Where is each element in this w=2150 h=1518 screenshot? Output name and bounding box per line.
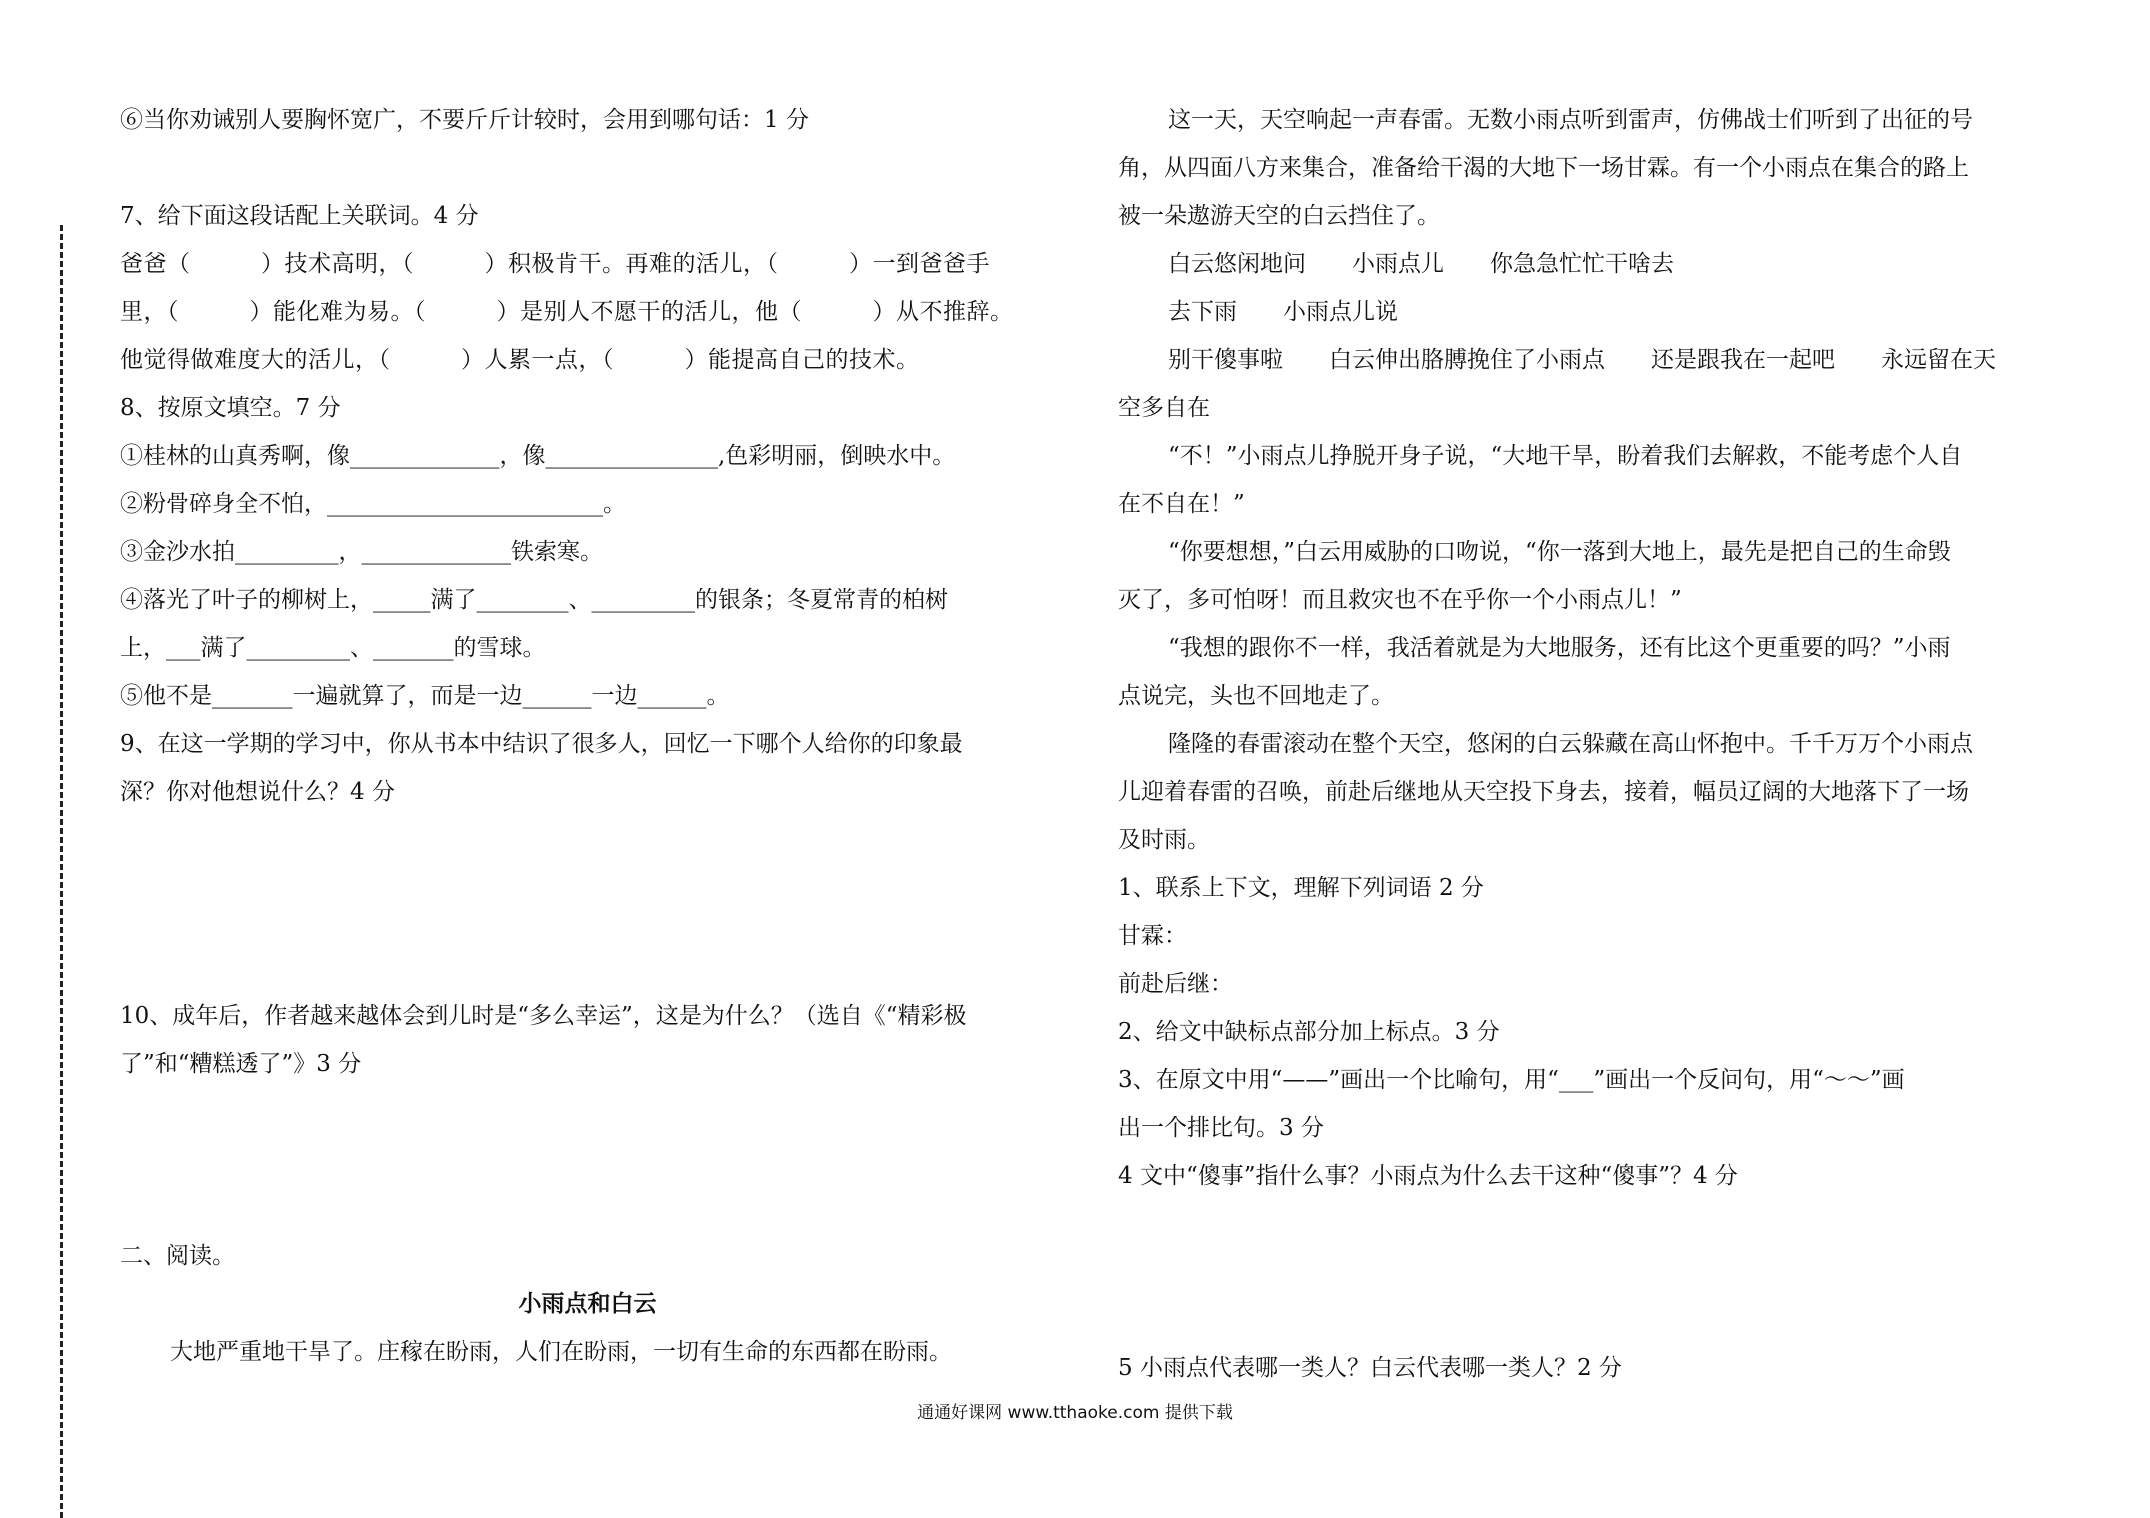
story-paragraph-7a: “我想的跟你不一样，我活着就是为大地服务，还有比这个更重要的吗？”小雨 [1168, 635, 1951, 661]
reading-question-3b: 出一个排比句。3 分 [1118, 1115, 1324, 1141]
reading-question-5: 5 小雨点代表哪一类人？白云代表哪一类人？2 分 [1118, 1355, 1622, 1381]
reading-question-3a: 3、在原文中用“——”画出一个比喻句，用“___”画出一个反问句，用“～～”画 [1118, 1067, 1905, 1093]
story-dialogue-3a: 别干傻事啦 白云伸出胳膊挽住了小雨点 还是跟我在一起吧 永远留在天 [1168, 347, 1996, 373]
question-7-line-3: 他觉得做难度大的活儿，（ ）人累一点，（ ）能提高自己的技术。 [120, 347, 920, 373]
right-column [1118, 96, 2053, 1392]
question-9-line-2: 深？你对他想说什么？4 分 [120, 779, 395, 805]
story-paragraph-6a: “你要想想，”白云用威胁的口吻说，“你一落到大地上，最先是把自己的生命毁 [1168, 539, 1951, 565]
story-paragraph-7b: 点说完，头也不回地走了。 [1118, 683, 1394, 709]
story-paragraph-2c: 被一朵遨游天空的白云挡住了。 [1118, 203, 1440, 229]
left-column [120, 96, 1055, 1376]
question-10-line-2: 了”和“糟糕透了”》3 分 [120, 1051, 362, 1077]
reading-question-1: 1、联系上下文，理解下列词语 2 分 [1118, 875, 1484, 901]
story-paragraph-8c: 及时雨。 [1118, 827, 1210, 853]
section-2-heading: 二、阅读。 [120, 1243, 235, 1269]
story-paragraph-8a: 隆隆的春雷滚动在整个天空，悠闲的白云躲藏在高山怀抱中。千千万万个小雨点 [1168, 731, 1973, 757]
footer-source: 通通好课网 www.tthaoke.com 提供下载 [917, 1403, 1233, 1423]
story-paragraph-6b: 灭了，多可怕呀！而且救灾也不在乎你一个小雨点儿！” [1118, 587, 1682, 613]
question-8-item-4a: ④落光了叶子的柳树上，_____满了________、_________的银条；冬夏常青的柏树 [120, 587, 948, 613]
question-8-item-5: ⑤他不是_______一遍就算了，而是一边______一边______。 [120, 683, 730, 709]
story-paragraph-1: 大地严重地干旱了。庄稼在盼雨，人们在盼雨，一切有生命的东西都在盼雨。 [170, 1339, 952, 1365]
question-7-line-1: 爸爸（ ）技术高明，（ ）积极肯干。再难的活儿，（ ）一到爸爸手 [120, 251, 990, 277]
question-9-line-1: 9、在这一学期的学习中，你从书本中结识了很多人，回忆一下哪个人给你的印象最 [120, 731, 963, 757]
question-8-item-4b: 上，___满了_________、_______的雪球。 [120, 635, 546, 661]
binding-dashed-line [60, 225, 63, 1518]
story-paragraph-8b: 儿迎着春雷的召唤，前赴后继地从天空投下身去，接着，幅员辽阔的大地落下了一场 [1118, 779, 1969, 805]
question-10-line-1: 10、成年后，作者越来越体会到儿时是“多么幸运”，这是为什么？（选自《“精彩极 [120, 1003, 967, 1029]
question-7-line-2: 里，（ ）能化难为易。（ ）是别人不愿干的活儿，他（ ）从不推辞。 [120, 299, 1014, 325]
story-dialogue-2: 去下雨 小雨点儿说 [1168, 299, 1398, 325]
reading-question-4: 4 文中“傻事”指什么事？小雨点为什么去干这种“傻事”？4 分 [1118, 1163, 1738, 1189]
question-8-title: 8、按原文填空。7 分 [120, 395, 341, 421]
question-8-item-1: ①桂林的山真秀啊，像_____________，像_______________,色彩明丽，倒映水中。 [120, 443, 956, 469]
story-dialogue-1: 白云悠闲地问 小雨点儿 你急急忙忙干啥去 [1168, 251, 1674, 277]
story-paragraph-2a: 这一天，天空响起一声春雷。无数小雨点听到雷声，仿佛战士们听到了出征的号 [1168, 107, 1973, 133]
question-8-item-2: ②粉骨碎身全不怕，________________________。 [120, 491, 626, 517]
reading-question-2: 2、给文中缺标点部分加上标点。3 分 [1118, 1019, 1500, 1045]
story-paragraph-5a: “不！”小雨点儿挣脱开身子说，“大地干旱，盼着我们去解救，不能考虑个人自 [1168, 443, 1963, 469]
reading-question-1b: 前赴后继： [1118, 971, 1233, 997]
question-6: ⑥当你劝诫别人要胸怀宽广，不要斤斤计较时，会用到哪句话：1 分 [120, 107, 809, 133]
question-7-title: 7、给下面这段话配上关联词。4 分 [120, 203, 479, 229]
story-paragraph-5b: 在不自在！” [1118, 491, 1245, 517]
reading-question-1a: 甘霖： [1118, 923, 1187, 949]
story-paragraph-2b: 角，从四面八方来集合，准备给干渴的大地下一场甘霖。有一个小雨点在集合的路上 [1118, 155, 1969, 181]
question-8-item-3: ③金沙水拍_________，_____________铁索寒。 [120, 539, 603, 565]
story-dialogue-3b: 空多自在 [1118, 395, 1210, 421]
story-title: 小雨点和白云 [518, 1291, 657, 1317]
